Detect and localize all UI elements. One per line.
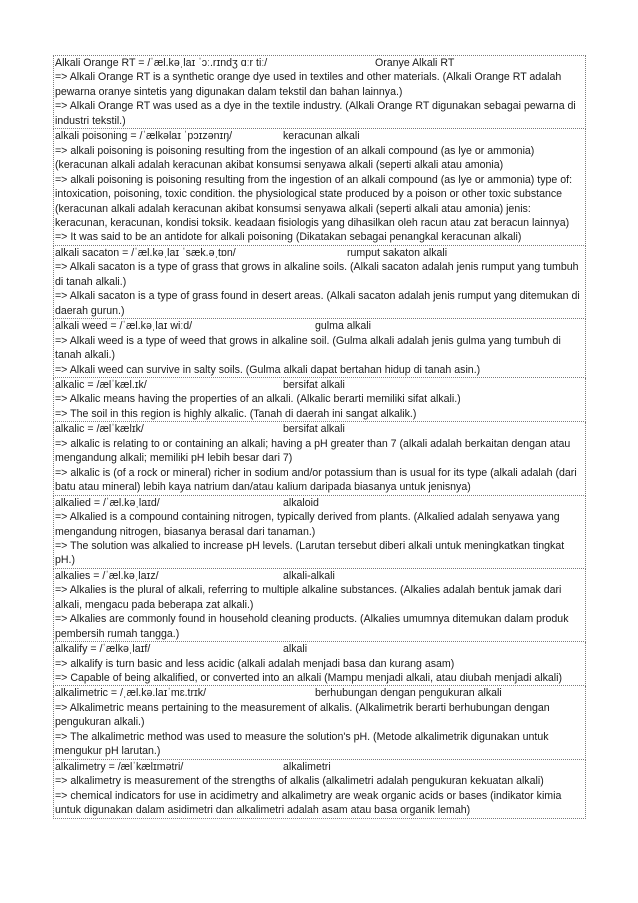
entry-header (55, 129, 585, 143)
example-line: => Alkali Orange RT was used as a dye in the textile industry. (Alkali Orange RT digunakan sebagai pewarna di industri tekstil.) (55, 100, 576, 127)
entry-header (55, 56, 585, 70)
headword: alkalied = /ˈæl.kəˌlaɪd/ (55, 496, 160, 509)
translation: keracunan alkali (283, 130, 360, 143)
translation: bersifat alkali (283, 423, 345, 436)
example-line: => Alkali sacaton is a type of grass found in desert areas. (Alkali sacaton adalah jenis rumput yang ditemukan di daerah gurun.) (55, 290, 580, 317)
example-line: => alkalic is relating to or containing an alkali; having a pH greater than 7 (alkali adalah berkaitan dengan atau mengandung alkali; memiliki pH lebih besar dari 7) (55, 437, 571, 465)
translation: alkaloid (283, 496, 319, 509)
entry-header (55, 642, 585, 656)
entry-alkalic-2 (53, 422, 586, 495)
headword: alkali sacaton = /ˈæl.kəˌlaɪ ˈsæk.əˌtɒn/ (55, 246, 236, 259)
headword: alkalify = /ˈælkəˌlaɪf/ (55, 643, 151, 656)
example-line: => Alkali weed can survive in salty soils. (Gulma alkali dapat bertahan hidup di tanah asin.) (55, 363, 481, 376)
translation: alkalimetri (283, 760, 331, 773)
entry-header (55, 496, 585, 510)
example-line: => alkalify is turn basic and less acidic (alkali adalah menjadi basa dan kurang asam) (55, 657, 455, 670)
example-line: => Alkalied is a compound containing nitrogen, typically derived from plants. (Alkalied adalah senyawa yang mengandung nitrogen, biasanya berasal dari tanaman.) (55, 511, 560, 538)
example-line: => The soil in this region is highly alkalic. (Tanah di daerah ini sangat alkalik.) (55, 407, 417, 420)
example-line: => alkali poisoning is poisoning resulting from the ingestion of an alkali compound (as lye or ammonia) type of: intoxication, poisoning, toxic condition. the physiological state produced by a poison or other toxic substance (keracunan alkali adalah keracunan akibat konsumsi senyawa alkali (seperti alkali atau amonia) jenis: keracunan, keracunan, kondisi toksik. keadaan fisiologis yang dihasilkan oleh racun atau zat beracun lainnya) (55, 173, 573, 229)
entry-header (55, 319, 585, 333)
entry-alkali-weed (53, 319, 586, 378)
headword: alkalimetric = /ˌæl.kə.laɪˈmɛ.trɪk/ (55, 687, 207, 700)
entry-alkali-sacaton (53, 246, 586, 319)
headword: alkali weed = /ˈæl.kəˌlaɪ wiːd/ (55, 320, 193, 333)
example-line: => Alkalies is the plural of alkali, referring to multiple alkaline substances. (Alkalies adalah bentuk jamak dari alkali, mengacu pada beberapa zat alkali.) (55, 584, 562, 611)
translation: rumput sakaton alkali (347, 246, 448, 259)
translation: bersifat alkali (283, 378, 345, 391)
translation: berhubungan dengan pengukuran alkali (315, 687, 502, 700)
entry-alkalies (53, 569, 586, 642)
entry-header (55, 569, 585, 583)
entry-alkali-orange-rt (53, 55, 586, 129)
example-line: => Alkalimetric means pertaining to the measurement of alkalis. (Alkalimetrik berarti berhubungan dengan pengukuran alkali.) (55, 701, 550, 729)
example-line: => Capable of being alkalified, or converted into an alkali (Mampu menjadi alkali, atau diubah menjadi alkali) (55, 672, 563, 685)
example-line: => Alkali sacaton is a type of grass that grows in alkaline soils. (Alkali sacaton adalah jenis rumput yang tumbuh di tanah alkali.) (55, 261, 579, 288)
translation: Oranye Alkali RT (375, 57, 455, 69)
translation: alkali (283, 643, 308, 656)
entry-header (55, 246, 585, 260)
entry-header (55, 686, 585, 700)
headword: Alkali Orange RT = /ˈæl.kəˌlaɪ ˈɔː.rɪndʒ ɑːr tiː/ (55, 57, 268, 69)
entry-alkali-poisoning (53, 129, 586, 246)
example-line: => Alkali Orange RT is a synthetic orange dye used in textiles and other materials. (Alkali Orange RT adalah pewarna oranye sintetis yang digunakan dalam tekstil dan bahan lainnya.) (55, 71, 562, 98)
headword: alkalimetry = /ælˈkælɪmətri/ (55, 760, 184, 773)
translation: alkali-alkali (283, 569, 335, 582)
dictionary-document (53, 55, 586, 819)
headword: alkali poisoning = /ˈælkəlaɪ ˈpɔɪzənɪŋ/ (55, 130, 233, 143)
entry-alkalimetry (53, 760, 586, 819)
example-line: => It was said to be an antidote for alkali poisoning (Dikatakan sebagai penangkal keracunan alkali) (55, 231, 522, 244)
headword: alkalic = /ælˈkæl.ɪk/ (55, 378, 147, 391)
headword: alkalic = /ælˈkælɪk/ (55, 423, 144, 436)
entry-header (55, 760, 585, 774)
headword: alkalies = /ˈæl.kəˌlaɪz/ (55, 569, 159, 582)
translation: gulma alkali (315, 320, 371, 333)
example-line: => Alkalic means having the properties of an alkali. (Alkalic berarti memiliki sifat alkali.) (55, 393, 461, 406)
entry-header (55, 422, 585, 436)
entry-alkalimetric (53, 686, 586, 759)
example-line: => alkalimetry is measurement of the strengths of alkalis (alkalimetri adalah pengukuran kekuatan alkali) (55, 775, 544, 788)
example-line: => chemical indicators for use in acidimetry and alkalimetry are weak organic acids or bases (indikator kimia untuk digunakan dalam asidimetri dan alkalimetri adalah asam atau basa organik lemah) (55, 789, 562, 817)
entry-alkalied (53, 496, 586, 569)
entry-header (55, 378, 585, 392)
example-line: => alkali poisoning is poisoning resulting from the ingestion of an alkali compound (as lye or ammonia) (keracunan alkali adalah keracunan akibat konsumsi senyawa alkali (seperti alkali atau amonia) (55, 144, 535, 172)
example-line: => alkalic is (of a rock or mineral) richer in sodium and/or potassium than is usual for its type (alkali adalah (dari batu atau mineral) lebih kaya natrium dan/atau kalium daripada biasanya untuk jenisnya) (55, 466, 577, 494)
entry-alkalify (53, 642, 586, 686)
example-line: => The solution was alkalied to increase pH levels. (Larutan tersebut diberi alkali untuk meningkatkan tingkat pH.) (55, 539, 565, 567)
entry-alkalic-1 (53, 378, 586, 422)
example-line: => Alkalies are commonly found in household cleaning products. (Alkalies umumnya ditemukan dalam produk pembersih rumah tangga.) (55, 613, 569, 640)
example-line: => The alkalimetric method was used to measure the solution's pH. (Metode alkalimetrik digunakan untuk mengukur pH larutan.) (55, 730, 549, 758)
example-line: => Alkali weed is a type of weed that grows in alkaline soil. (Gulma alkali adalah jenis gulma yang tumbuh di tanah alkali.) (55, 334, 561, 362)
